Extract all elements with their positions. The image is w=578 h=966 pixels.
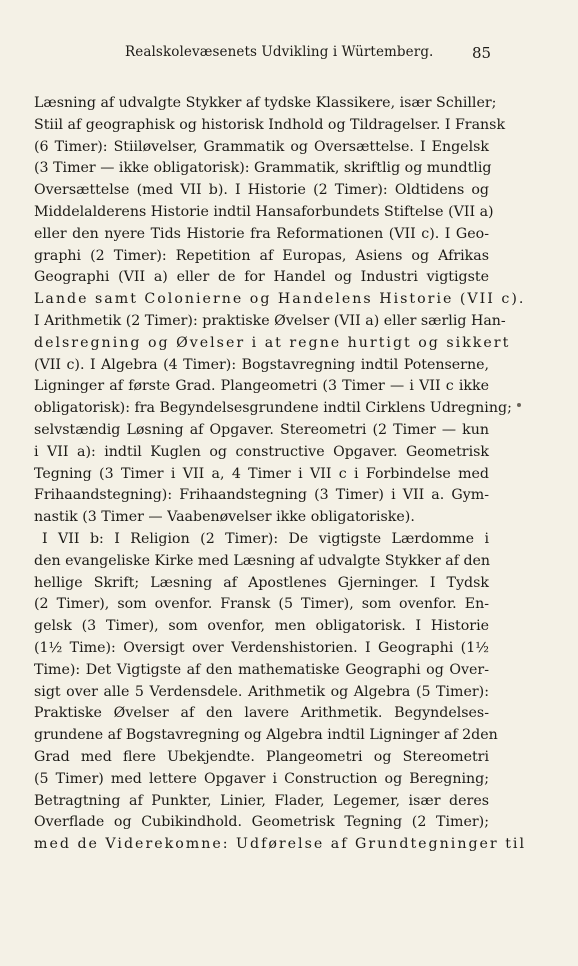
text-line: Læsning af udvalgte Stykker af tydske Klassikere, især Schiller; <box>34 95 497 111</box>
text-line: Lande samt Colonierne og Handelens Historie (VII c). <box>34 291 526 308</box>
page-number: 85 <box>472 44 492 62</box>
page-header <box>0 44 578 66</box>
text-line: selvstændig Løsning af Opgaver. Stereometri (2 Timer — kun <box>34 421 489 438</box>
text-line: Geographi (VII a) eller de for Handel og Industri vigtigste <box>34 269 489 286</box>
text-line: sigt over alle 5 Verdensdele. Arithmetik og Algebra (5 Timer): <box>34 683 489 700</box>
text-line: (6 Timer): Stiiløvelser, Grammatik og Oversættelse. I Engelsk <box>34 138 489 155</box>
margin-speck <box>517 403 521 407</box>
text-line: Middelalderens Historie indtil Hansaforbundets Stiftelse (VII a) <box>34 203 494 220</box>
body-text <box>34 93 526 856</box>
text-line: (VII c). I Algebra (4 Timer): Bogstavregning indtil Potenserne, <box>34 356 489 373</box>
text-line: Frihaandstegning): Frihaandstegning (3 Timer) i VII a. Gym- <box>34 487 489 504</box>
text-line: Tegning (3 Timer i VII a, 4 Timer i VII c i Forbindelse med <box>34 465 489 482</box>
text-line: graphi (2 Timer): Repetition af Europas, Asiens og Afrikas <box>34 247 489 264</box>
text-line: (5 Timer) med lettere Opgaver i Construction og Beregning; <box>34 770 489 787</box>
text-line: Time): Det Vigtigste af den mathematiske Geographi og Over- <box>34 661 489 678</box>
text-line: delsregning og Øvelser i at regne hurtigt og sikkert <box>34 334 511 351</box>
text-line: Grad med flere Ubekjendte. Plangeometri og Stereometri <box>34 748 489 765</box>
text-line: eller den nyere Tids Historie fra Reformationen (VII c). I Geo- <box>34 225 489 242</box>
text-line: Praktiske Øvelser af den lavere Arithmetik. Begyndelses- <box>34 705 489 722</box>
text-line: i VII a): indtil Kuglen og constructive Opgaver. Geometrisk <box>34 443 489 460</box>
text-line: (1½ Time): Oversigt over Verdenshistorien. I Geographi (1½ <box>34 639 489 656</box>
text-line: I Arithmetik (2 Timer): praktiske Øvelser (VII a) eller særlig Han- <box>34 312 506 329</box>
text-line: Ligninger af første Grad. Plangeometri (3 Timer — i VII c ikke <box>34 378 489 395</box>
text-line: Oversættelse (med VII b). I Historie (2 Timer): Oldtidens og <box>34 182 489 199</box>
text-line: (2 Timer), som ovenfor. Fransk (5 Timer), som ovenfor. En- <box>34 596 489 613</box>
text-line: hellige Skrift; Læsning af Apostlenes Gjerninger. I Tydsk <box>34 574 489 591</box>
text-line: obligatorisk): fra Begyndelsesgrundene indtil Cirklens Udregning; <box>34 400 512 417</box>
text-line: med de Viderekomne: Udførelse af Grundtegninger til <box>34 836 526 853</box>
text-line: I VII b: I Religion (2 Timer): De vigtigste Lærdomme i <box>42 530 489 547</box>
text-line: gelsk (3 Timer), som ovenfor, men obligatorisk. I Historie <box>34 618 489 635</box>
text-line: nastik (3 Timer — Vaabenøvelser ikke obligatoriske). <box>34 509 415 526</box>
text-line: (3 Timer — ikke obligatorisk): Grammatik, skriftlig og mundtlig <box>34 160 492 177</box>
text-line: Betragtning af Punkter, Linier, Flader, Legemer, især deres <box>34 792 489 809</box>
text-line: den evangeliske Kirke med Læsning af udvalgte Stykker af den <box>34 552 491 569</box>
text-line: Overflade og Cubikindhold. Geometrisk Tegning (2 Timer); <box>34 814 489 831</box>
text-line: Stiil af geographisk og historisk Indhold og Tildragelser. I Fransk <box>34 116 506 133</box>
text-line: grundene af Bogstavregning og Algebra indtil Ligninger af 2den <box>34 727 498 744</box>
running-title: Realskolevæsenets Udvikling i Würtemberg. <box>125 44 434 60</box>
